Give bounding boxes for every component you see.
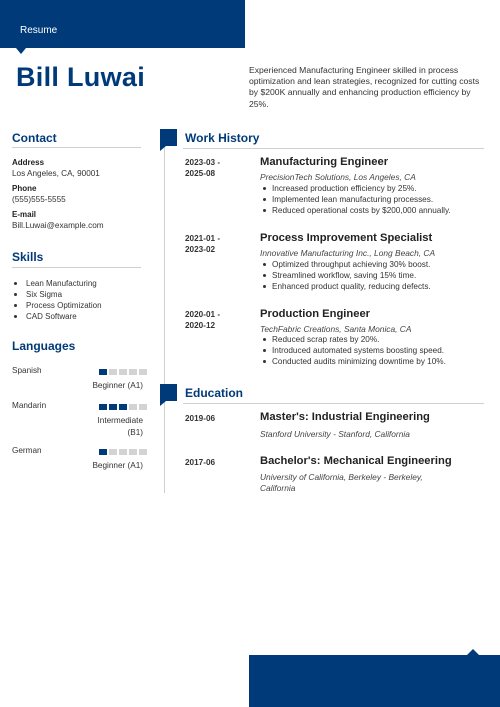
contact-divider [12, 147, 141, 148]
education-heading: Education [185, 386, 244, 400]
language-rating [99, 449, 147, 455]
rating-square [99, 404, 107, 410]
rating-square [109, 369, 117, 375]
job-bullet: Introduced automated systems boosting speed. [260, 345, 446, 356]
education-divider [183, 403, 484, 404]
education-institution: University of California, Berkeley - Berkeley, California [260, 472, 423, 493]
email-label: E-mail [12, 210, 37, 219]
rating-square [99, 449, 107, 455]
job-date [185, 309, 220, 331]
rating-square [129, 449, 137, 455]
summary-text: Experienced Manufacturing Engineer skilled in process optimization and lean strategies, recognized for cutting costs by $200K annually and enhancing production efficiency by 25%. [249, 65, 480, 109]
skills-list [12, 278, 102, 322]
language-rating [99, 404, 147, 410]
job-title: Production Engineer [260, 308, 371, 320]
job-company: PrecisionTech Solutions, Los Angeles, CA [260, 172, 416, 182]
address-label: Address [12, 158, 45, 167]
job-bullet: Streamlined workflow, saving 15% time. [260, 270, 431, 281]
section-flag-icon [160, 384, 177, 401]
education-date: 2017-06 [185, 458, 216, 467]
date-to: 2025-08 [185, 169, 216, 178]
phone-label: Phone [12, 184, 37, 193]
date-from: 2023-03 - [185, 158, 221, 167]
job-company: Innovative Manufacturing Inc., Long Beach, CA [260, 248, 436, 258]
education-institution: Stanford University - Stanford, California [260, 429, 410, 439]
language-name: Mandarin [12, 401, 47, 410]
skills-divider [12, 267, 141, 268]
job-bullet: Reduced operational costs by $200,000 annually. [260, 205, 451, 216]
header-notch [16, 48, 26, 54]
header-bar [0, 0, 245, 48]
address-value: Los Angeles, CA, 90001 [12, 169, 100, 178]
section-flag-icon [160, 129, 177, 146]
rating-square [129, 404, 137, 410]
job-company: TechFabric Creations, Santa Monica, CA [260, 324, 412, 334]
skills-heading: Skills [12, 250, 44, 264]
resume-tag: Resume [20, 25, 58, 36]
rating-square [139, 404, 147, 410]
date-from: 2020-01 - [185, 310, 221, 319]
work-history-heading: Work History [185, 131, 260, 145]
language-rating [99, 369, 147, 375]
rating-square [139, 369, 147, 375]
job-bullet: Optimized throughput achieving 30% boost. [260, 259, 431, 270]
language-level [97, 415, 143, 439]
rating-square [139, 449, 147, 455]
languages-heading: Languages [12, 339, 76, 353]
phone-value: (555)555-5555 [12, 195, 66, 204]
degree-title: Master's: Industrial Engineering [260, 411, 430, 423]
date-to: 2023-02 [185, 245, 216, 254]
contact-heading: Contact [12, 131, 57, 145]
skill-item: Lean Manufacturing [12, 278, 102, 289]
job-bullet: Increased production efficiency by 25%. [260, 183, 451, 194]
rating-square [109, 404, 117, 410]
job-bullets [260, 334, 446, 368]
rating-square [119, 369, 127, 375]
language-level-line: (B1) [127, 428, 143, 437]
rating-square [99, 369, 107, 375]
education-date: 2019-06 [185, 414, 216, 423]
language-level-line: Intermediate [97, 416, 143, 425]
job-bullets [260, 183, 451, 217]
job-bullets [260, 259, 431, 293]
job-title: Manufacturing Engineer [260, 156, 389, 168]
degree-title: Bachelor's: Mechanical Engineering [260, 455, 452, 467]
job-bullet: Reduced scrap rates by 20%. [260, 334, 446, 345]
skill-item: Six Sigma [12, 289, 102, 300]
work-divider [183, 148, 484, 149]
email-value[interactable]: Bill.Luwai@example.com [12, 221, 104, 230]
language-level: Beginner (A1) [92, 461, 143, 470]
job-title: Process Improvement Specialist [260, 232, 433, 244]
footer-block [249, 655, 500, 707]
skill-item: CAD Software [12, 311, 102, 322]
rating-square [119, 449, 127, 455]
rating-square [109, 449, 117, 455]
date-from: 2021-01 - [185, 234, 221, 243]
job-bullet: Conducted audits minimizing downtime by 10%. [260, 356, 446, 367]
timeline-line [164, 140, 165, 493]
job-date [185, 157, 220, 179]
candidate-name: Bill Luwai [16, 62, 146, 92]
language-name: German [12, 446, 42, 455]
job-date [185, 233, 220, 255]
job-bullet: Implemented lean manufacturing processes. [260, 194, 451, 205]
job-bullet: Enhanced product quality, reducing defects. [260, 281, 431, 292]
skill-item: Process Optimization [12, 300, 102, 311]
rating-square [119, 404, 127, 410]
language-name: Spanish [12, 366, 42, 375]
language-level: Beginner (A1) [92, 381, 143, 390]
rating-square [129, 369, 137, 375]
date-to: 2020-12 [185, 321, 216, 330]
